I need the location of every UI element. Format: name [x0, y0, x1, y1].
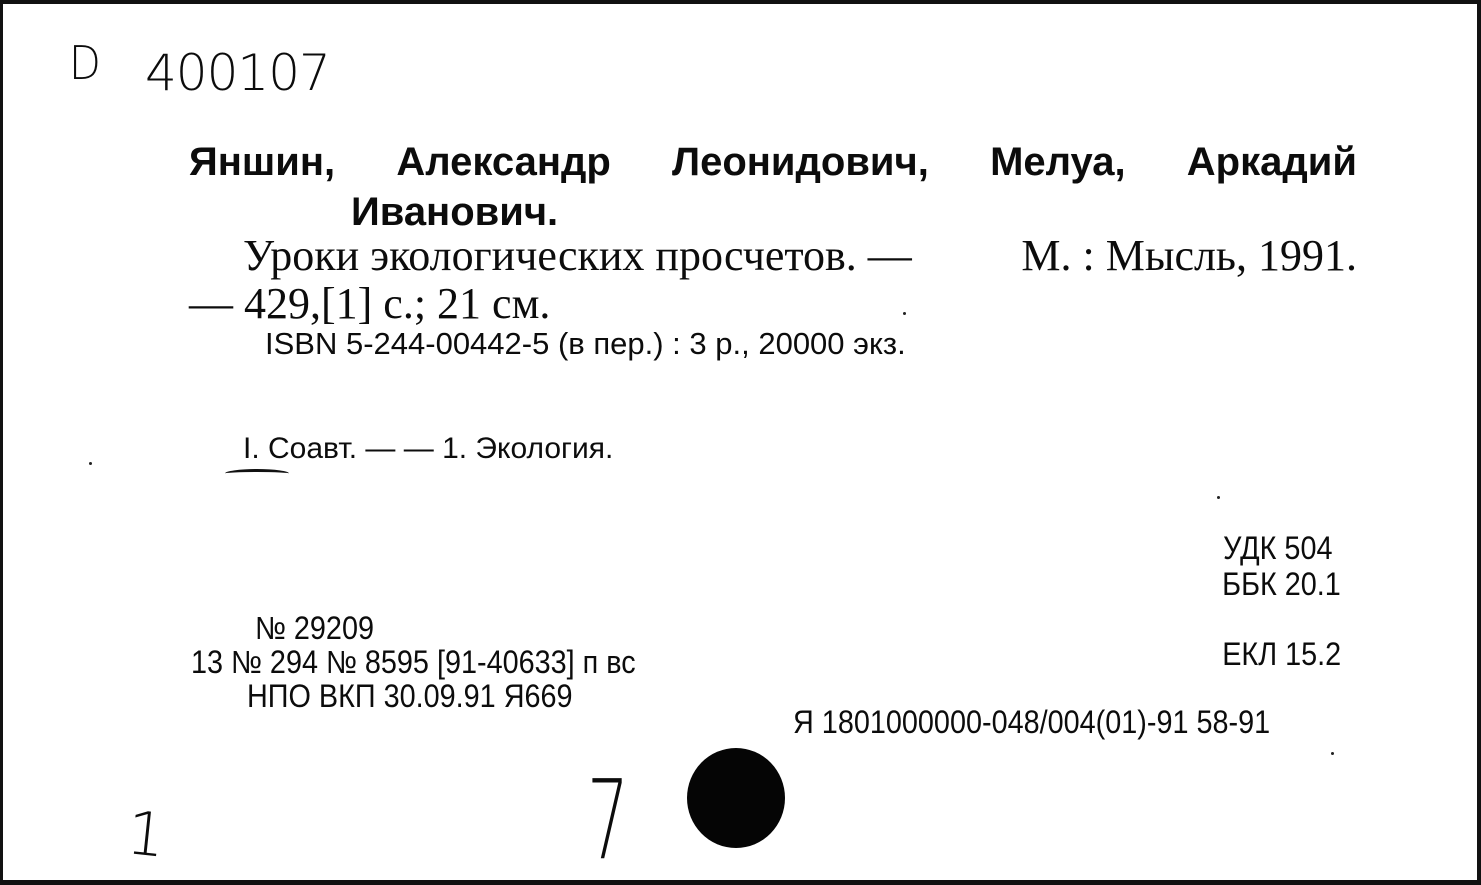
- handwritten-mark-center: 7: [587, 756, 629, 884]
- punch-hole: [687, 748, 785, 848]
- udk-code: УДК 504: [1223, 530, 1333, 566]
- publisher-index: Я 1801000000-048/004(01)-91 58-91: [793, 704, 1271, 740]
- ekl-code: ЕКЛ 15.2: [1222, 636, 1342, 672]
- print-info: 13 № 294 № 8595 [91-40633] п вс: [191, 644, 636, 680]
- npo-info: НПО ВКП 30.09.91 Я669: [247, 678, 573, 714]
- call-number: 400107: [145, 44, 330, 102]
- speck: [1217, 496, 1220, 499]
- heading-authors: [189, 140, 1357, 185]
- heading-word: Мелуа,: [990, 140, 1126, 184]
- physical-description: — 429,[1] с.; 21 см.: [189, 279, 551, 328]
- handwritten-mark-left: 1: [123, 798, 169, 872]
- heading-continuation: Иванович.: [351, 190, 559, 234]
- heading-word: Александр: [396, 140, 611, 184]
- speck: [1331, 752, 1334, 755]
- bbk-code: ББК 20.1: [1222, 566, 1341, 602]
- heading-word: Яншин,: [189, 140, 336, 184]
- isbn-line: ISBN 5-244-00442-5 (в пер.) : 3 р., 20000 экз.: [265, 326, 906, 361]
- title-statement: [243, 230, 1357, 281]
- speck: [903, 312, 906, 315]
- speck: [89, 462, 92, 465]
- heading-word: Леонидович,: [672, 140, 929, 184]
- title-proper: Уроки экологических просчетов. —: [243, 231, 912, 280]
- call-number-prefix: D: [69, 36, 101, 90]
- order-number: № 29209: [255, 610, 374, 646]
- publication-info: М. : Мысль, 1991.: [1021, 231, 1357, 280]
- tracing-underline: [225, 469, 289, 478]
- heading-word: Аркадий: [1186, 140, 1357, 184]
- tracings: I. Соавт. — — 1. Экология.: [243, 432, 614, 465]
